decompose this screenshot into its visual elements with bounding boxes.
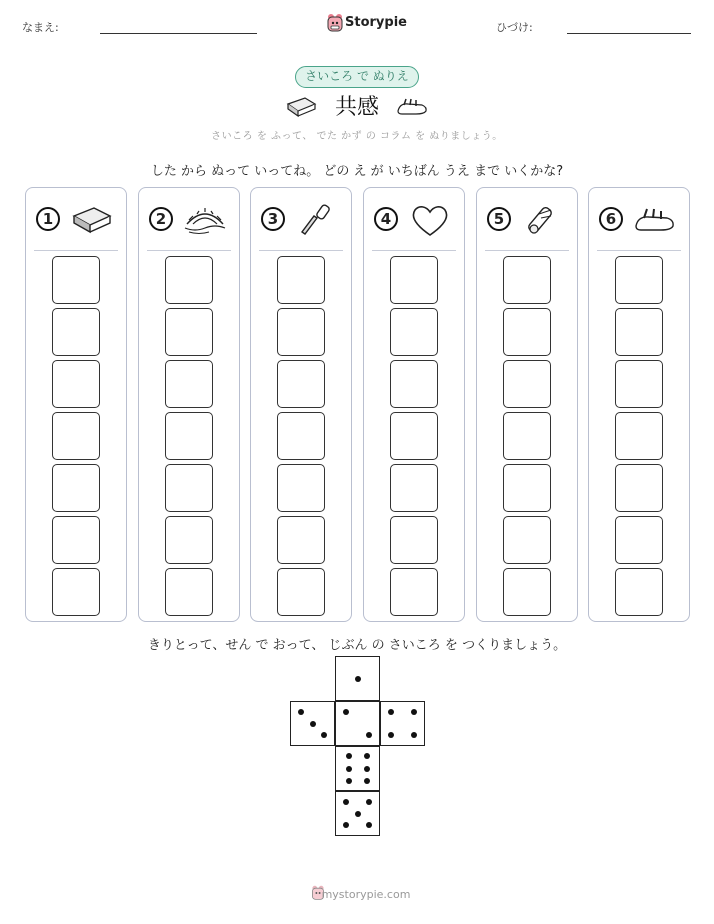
color-box[interactable]	[390, 568, 438, 616]
color-box[interactable]	[277, 516, 325, 564]
column-number: 2	[149, 207, 173, 231]
color-box[interactable]	[503, 568, 551, 616]
color-box[interactable]	[503, 256, 551, 304]
color-box[interactable]	[503, 412, 551, 460]
color-box[interactable]	[277, 412, 325, 460]
dice-pip	[411, 732, 417, 738]
color-box[interactable]	[52, 360, 100, 408]
dice-pip	[411, 709, 417, 715]
brand-logo-icon	[325, 13, 345, 33]
column-3	[250, 187, 352, 622]
color-box[interactable]	[390, 256, 438, 304]
color-box[interactable]	[165, 360, 213, 408]
color-box[interactable]	[390, 464, 438, 512]
color-box[interactable]	[503, 360, 551, 408]
dice-pip	[364, 778, 370, 784]
color-box[interactable]	[165, 516, 213, 564]
color-box[interactable]	[615, 256, 663, 304]
column-divider	[147, 250, 231, 251]
color-box[interactable]	[503, 464, 551, 512]
bridge-icon	[183, 202, 227, 238]
color-box[interactable]	[277, 308, 325, 356]
activity-pill: さいころ で ぬりえ	[295, 66, 419, 88]
color-box[interactable]	[165, 308, 213, 356]
column-number: 6	[599, 207, 623, 231]
column-6	[588, 187, 690, 622]
color-box[interactable]	[615, 516, 663, 564]
dice-face	[335, 656, 380, 701]
sandal-icon	[633, 202, 677, 238]
dice-pip	[346, 753, 352, 759]
color-box[interactable]	[277, 360, 325, 408]
scroll-icon	[521, 202, 565, 238]
column-number: 5	[487, 207, 511, 231]
column-number: 3	[261, 207, 285, 231]
color-box[interactable]	[52, 256, 100, 304]
dice-face	[335, 791, 380, 836]
dice-pip	[364, 753, 370, 759]
dice-pip	[343, 822, 349, 828]
dice-pip	[346, 766, 352, 772]
color-box[interactable]	[390, 360, 438, 408]
column-divider	[259, 250, 343, 251]
color-box[interactable]	[165, 412, 213, 460]
color-box[interactable]	[165, 464, 213, 512]
dice-pip	[355, 811, 361, 817]
column-divider	[485, 250, 569, 251]
instruction: した から ぬって いってね。 どの え が いちばん うえ まで いくかな?	[150, 164, 564, 179]
column-1	[25, 187, 127, 622]
color-box[interactable]	[165, 256, 213, 304]
dice-face	[380, 701, 425, 746]
color-box[interactable]	[615, 568, 663, 616]
book-icon	[70, 202, 114, 238]
color-box[interactable]	[52, 464, 100, 512]
column-divider	[597, 250, 681, 251]
dice-pip	[366, 799, 372, 805]
dice-pip	[366, 822, 372, 828]
dice-face	[335, 701, 380, 746]
dice-pip	[321, 732, 327, 738]
color-box[interactable]	[52, 516, 100, 564]
color-box[interactable]	[615, 412, 663, 460]
color-box[interactable]	[615, 308, 663, 356]
sandal-icon	[396, 95, 428, 117]
color-box[interactable]	[615, 360, 663, 408]
dice-pip	[346, 778, 352, 784]
column-number: 4	[374, 207, 398, 231]
column-divider	[34, 250, 118, 251]
dice-face	[290, 701, 335, 746]
column-2	[138, 187, 240, 622]
color-box[interactable]	[390, 412, 438, 460]
column-number: 1	[36, 207, 60, 231]
dice-pip	[343, 709, 349, 715]
name-line	[100, 33, 257, 34]
color-box[interactable]	[165, 568, 213, 616]
column-4	[363, 187, 465, 622]
chisel-icon	[295, 202, 339, 238]
dice-pip	[298, 709, 304, 715]
brand-name: Storypie	[345, 15, 407, 30]
color-box[interactable]	[52, 412, 100, 460]
date-line	[567, 33, 691, 34]
dice-face	[335, 746, 380, 791]
subtitle: さいころ を ふって、 でた かず の コラム を ぬりましょう。	[211, 131, 503, 142]
color-box[interactable]	[503, 516, 551, 564]
color-box[interactable]	[390, 516, 438, 564]
color-box[interactable]	[277, 256, 325, 304]
dice-pip	[355, 676, 361, 682]
color-box[interactable]	[390, 308, 438, 356]
column-divider	[372, 250, 456, 251]
color-box[interactable]	[277, 568, 325, 616]
dice-pip	[364, 766, 370, 772]
column-5	[476, 187, 578, 622]
color-box[interactable]	[52, 308, 100, 356]
color-box[interactable]	[277, 464, 325, 512]
dice-pip	[343, 799, 349, 805]
dice-pip	[310, 721, 316, 727]
color-box[interactable]	[52, 568, 100, 616]
page-title: 共感	[334, 95, 379, 120]
heart-icon	[408, 202, 452, 238]
dice-pip	[388, 709, 394, 715]
dice-pip	[366, 732, 372, 738]
name-label: なまえ:	[22, 21, 59, 34]
color-box[interactable]	[615, 464, 663, 512]
color-box[interactable]	[503, 308, 551, 356]
cut-instruction: きりとって、せん で おって、 じぶん の さいころ を つくりましょう。	[147, 638, 567, 653]
date-label: ひづけ:	[496, 21, 533, 34]
footer-url: mystorypie.com	[321, 888, 411, 901]
dice-pip	[388, 732, 394, 738]
